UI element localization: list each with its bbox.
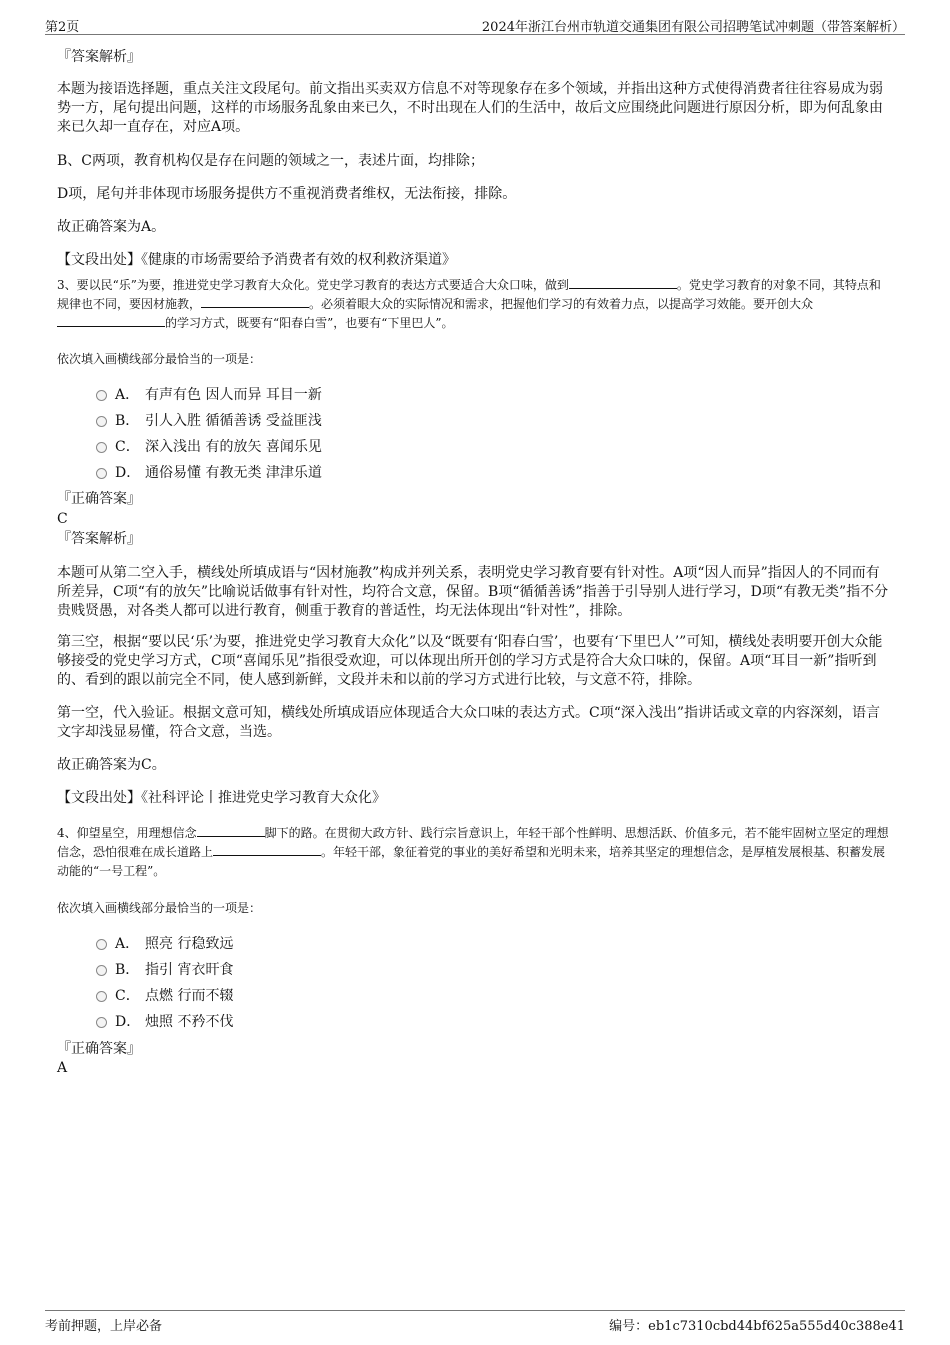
footer-code: 编号：eb1c7310cbd44bf625a555d40c388e41 xyxy=(609,1319,905,1334)
q4-option-d[interactable]: D． 烛照 不矜不伐 xyxy=(96,1012,233,1032)
radio-icon[interactable] xyxy=(96,1017,107,1028)
q3-option-c[interactable]: C． 深入浅出 有的放矢 喜闻乐见 xyxy=(96,437,322,457)
q3-prompt: 依次填入画横线部分最恰当的一项是： xyxy=(57,352,262,366)
q4-blank-1 xyxy=(197,824,265,837)
radio-icon[interactable] xyxy=(96,939,107,950)
q3-blank-3 xyxy=(57,314,165,327)
radio-icon[interactable] xyxy=(96,991,107,1002)
page-header xyxy=(45,14,905,35)
q3-answer: C xyxy=(57,511,68,527)
q3-stem: 3、要以民“乐”为要，推进党史学习教育大众化。党史学习教育的表达方式要适合大众口味，做到 。党史学习教育的对象不同，其特点和规律也不同，要因材施教， 。必须着眼大众的实际情况和需求，把握他们学习的有效着力点，以提高学习效能。要开创大众的学习方式，既要有“阳春白雪”，也要有“下里巴人”。 xyxy=(57,278,881,330)
q3-analysis-p1: 本题可从第二空入手，横线处所填成语与“因材施教”构成并列关系，表明党史学习教育要有针对性。A项“因人而异”指因人的不同而有所差异，C项“有的放矢”比喻说话做事有针对性，均符合文意，保留。B项“循循善诱”指善于引导别人进行学习，D项“有教无类”指不分贵贱贤愚，对各类人都可以进行教育，侧重于教育的普适性，均无法体现出“针对性”，排除。 xyxy=(57,565,889,619)
radio-icon[interactable] xyxy=(96,965,107,976)
q4-prompt: 依次填入画横线部分最恰当的一项是： xyxy=(57,901,262,915)
q4-answer-label: 『正确答案』 xyxy=(57,1041,141,1057)
document-title: 2024年浙江台州市轨道交通集团有限公司招聘笔试冲刺题（带答案解析） xyxy=(481,20,905,35)
radio-icon[interactable] xyxy=(96,390,107,401)
q4-blank-2 xyxy=(213,843,321,856)
q3-blank-2 xyxy=(201,295,309,308)
q2-analysis-p1: 本题为接语选择题，重点关注文段尾句。前文指出买卖双方信息不对等现象存在多个领域，并指出这种方式使得消费者往往容易成为弱势一方，尾句提出问题，这样的市场服务乱象由来已久，不时出现在人们的生活中，故后文应围绕此问题进行原因分析，即为何乱象由来已久却一直存在，对应A项。 xyxy=(57,81,883,135)
q3-answer-label: 『正确答案』 xyxy=(57,491,141,507)
q3-option-b[interactable]: B． 引人入胜 循循善诱 受益匪浅 xyxy=(96,411,322,431)
footer-slogan: 考前押题，上岸必备 xyxy=(45,1319,163,1334)
q4-answer: A xyxy=(57,1060,68,1076)
page-footer xyxy=(45,1310,905,1334)
q2-analysis-p4: 故正确答案为A。 xyxy=(57,219,166,235)
q3-analysis-p3: 第一空，代入验证。根据文意可知，横线处所填成语应体现适合大众口味的表达方式。C项“深入浅出”指讲话或文章的内容深刻，语言文字却浅显易懂，符合文意，当选。 xyxy=(57,705,881,740)
q3-analysis-p4: 故正确答案为C。 xyxy=(57,757,166,773)
radio-icon[interactable] xyxy=(96,468,107,479)
radio-icon[interactable] xyxy=(96,442,107,453)
q2-analysis-label: 『答案解析』 xyxy=(57,49,141,65)
q2-analysis-p3: D项，尾句并非体现市场服务提供方不重视消费者维权，无法衔接，排除。 xyxy=(57,186,517,202)
q3-source: 【文段出处】《社科评论丨推进党史学习教育大众化》 xyxy=(57,790,386,806)
q4-stem: 4、仰望星空，用理想信念 脚下的路。在贯彻大政方针、践行宗旨意识上，年轻干部个性鲜明、思想活跃、价值多元，若不能牢固树立坚定的理想信念，恐怕很难在成长道路上 。年轻干部，象征着党的事业的美好希望和光明未来，培养其坚定的理想信念，是厚植发展根基、积蓄发展动能的“一号工程”。 xyxy=(57,826,889,878)
q2-source: 【文段出处】《健康的市场需要给予消费者有效的权利救济渠道》 xyxy=(57,252,456,268)
q4-option-b[interactable]: B． 指引 宵衣旰食 xyxy=(96,960,233,980)
q3-analysis-p2: 第三空，根据“要以民‘乐’为要，推进党史学习教育大众化”以及“既要有‘阳春白雪’，也要有‘下里巴人’”可知，横线处表明要开创大众能够接受的党史学习方式，C项“喜闻乐见”指很受欢迎，可以体现出所开创的学习方式是符合大众口味的，保留。A项“耳目一新”指听到的、看到的跟以前完全不同，使人感到新鲜，文段并未和以前的学习方式进行比较，与文意不符，排除。 xyxy=(57,634,883,688)
radio-icon[interactable] xyxy=(96,416,107,427)
q4-option-a[interactable]: A． 照亮 行稳致远 xyxy=(96,934,233,954)
q3-option-d[interactable]: D． 通俗易懂 有教无类 津津乐道 xyxy=(96,463,322,483)
q3-blank-1 xyxy=(569,276,677,289)
page-number: 第2页 xyxy=(45,20,80,35)
q3-option-a[interactable]: A． 有声有色 因人而异 耳目一新 xyxy=(96,385,322,405)
q3-analysis-label: 『答案解析』 xyxy=(57,531,141,547)
q4-option-c[interactable]: C． 点燃 行而不辍 xyxy=(96,986,233,1006)
q2-analysis-p2: B、C两项，教育机构仅是存在问题的领域之一，表述片面，均排除； xyxy=(57,153,484,169)
